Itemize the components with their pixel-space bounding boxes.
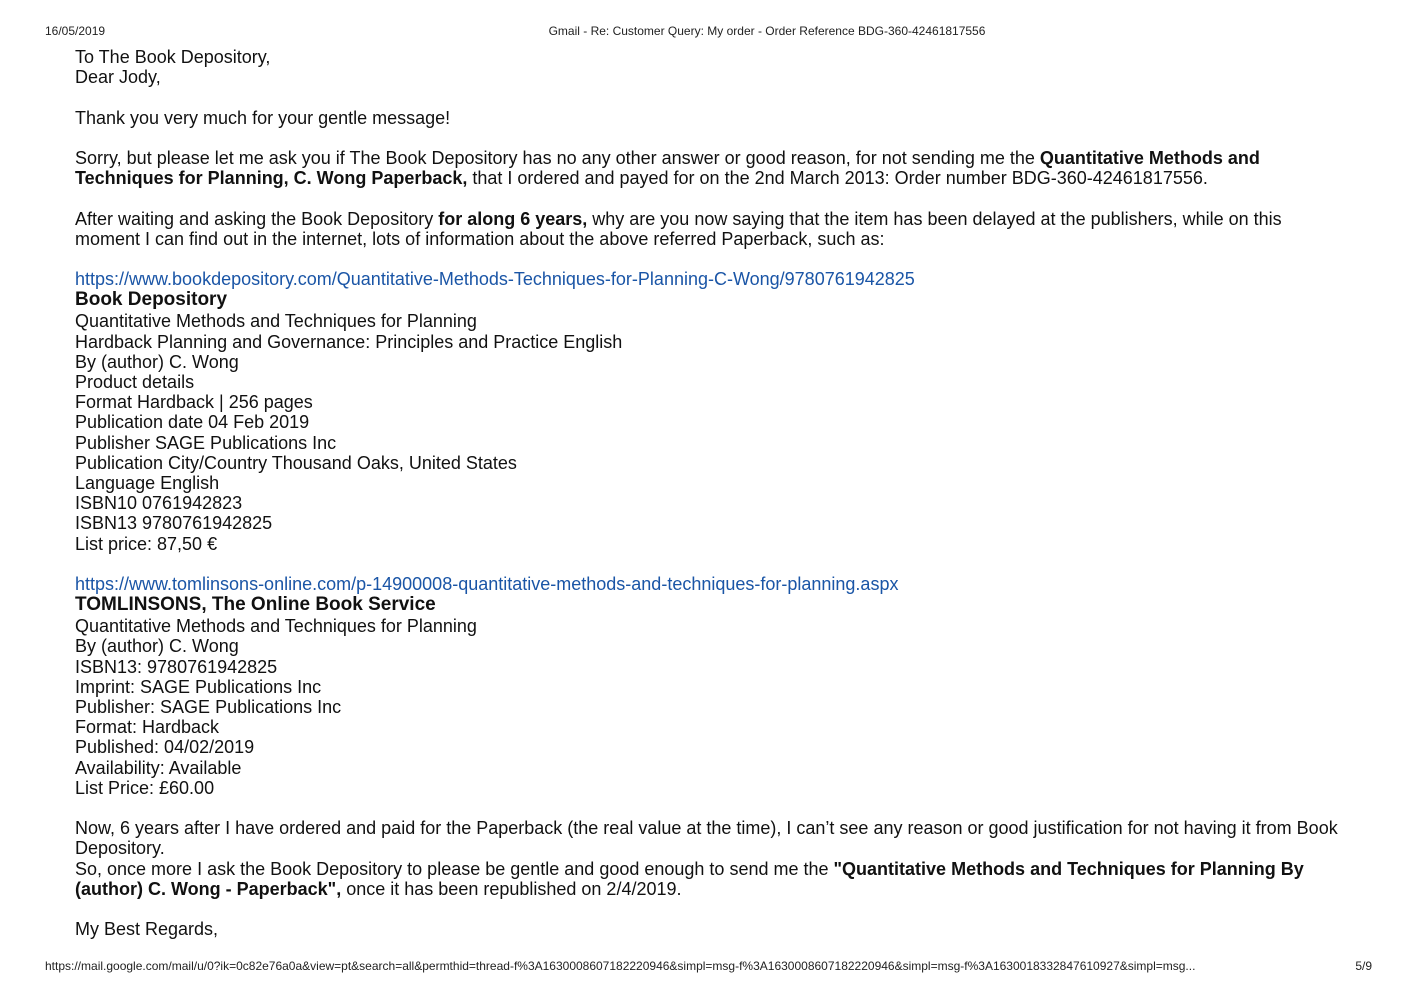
site-name-bookdepository: Book Depository	[75, 289, 228, 311]
paragraph-request: So, once more I ask the Book Depository to please be gentle and good enough to send me the "Quantitative Methods and Techniques for Planning By (author) C. Wong - Paperback", once it has been republished on 2/4/2019.	[75, 858, 1304, 899]
listing-line: Publisher: SAGE Publications Inc	[75, 697, 342, 718]
listing-line: By (author) C. Wong	[75, 351, 239, 372]
listing-line: Format Hardback | 256 pages	[75, 392, 313, 413]
listing-line: List price: 87,50 €	[75, 533, 218, 554]
email-body	[75, 47, 1345, 939]
print-title: Gmail - Re: Customer Query: My order - Order Reference BDG-360-42461817556	[548, 24, 986, 38]
paragraph-waiting: After waiting and asking the Book Depository for along 6 years, why are you now saying that the item has been delayed at the publishers, while on this moment I can find out in the internet, lots of information about the above referred Paperback, such as:	[75, 208, 1282, 249]
listing-line: Availability: Available	[75, 757, 242, 778]
page-number: 5/9	[1355, 959, 1372, 973]
request-title-bold: "Quantitative Methods and Techniques for Planning By (author) C. Wong - Paperback",	[75, 858, 1304, 899]
print-header	[0, 24, 1416, 40]
paragraph-now: Now, 6 years after I have ordered and paid for the Paperback (the real value at the time), I can’t see any reason or good justification for not having it from Book Depository.	[75, 818, 1338, 859]
closing-line: My Best Regards,	[75, 919, 219, 940]
listing-line: Publication City/Country Thousand Oaks, United States	[75, 452, 517, 473]
listing-line: Published: 04/02/2019	[75, 737, 255, 758]
listing-line: ISBN13: 9780761942825	[75, 656, 278, 677]
tomlinsons-link[interactable]: https://www.tomlinsons-online.com/p-14900008-quantitative-methods-and-techniques-for-planning.aspx	[75, 574, 899, 594]
footer-url: https://mail.google.com/mail/u/0?ik=0c82e76a0a&view=pt&search=all&permthid=thread-f%3A1630008607182220946&simpl=msg-f%3A1630008607182220946&simpl=msg-f%3A1630018332847610927&simpl=msg...	[45, 959, 1196, 973]
listing-line: ISBN10 0761942823	[75, 493, 243, 514]
listing-line: Product details	[75, 371, 195, 392]
listing-line: By (author) C. Wong	[75, 636, 239, 657]
listing-tomlinsons	[75, 616, 1345, 798]
to-line: To The Book Depository,	[75, 47, 271, 67]
listing-line: Format: Hardback	[75, 717, 220, 738]
listing-line: List Price: £60.00	[75, 777, 215, 798]
listing-bookdepository	[75, 311, 1345, 553]
print-date: 16/05/2019	[45, 24, 106, 38]
greeting: Dear Jody,	[75, 67, 161, 88]
thanks-line: Thank you very much for your gentle message!	[75, 107, 451, 128]
listing-line: Publisher SAGE Publications Inc	[75, 432, 337, 453]
listing-line: Hardback Planning and Governance: Principles and Practice English	[75, 331, 623, 352]
paragraph-sorry: Sorry, but please let me ask you if The Book Depository has no any other answer or good reason, for not sending me the Quantitative Methods and Techniques for Planning, C. Wong Paperback, that I ordered and payed for on the 2nd March 2013: Order number BDG-360-42461817556.	[75, 147, 1260, 189]
bookdepository-link[interactable]: https://www.bookdepository.com/Quantitative-Methods-Techniques-for-Planning-C-Wong/9780761942825	[75, 269, 915, 290]
print-footer	[0, 959, 1416, 975]
book-title-bold: Quantitative Methods and Techniques for Planning, C. Wong Paperback,	[75, 147, 1260, 189]
listing-line: Language English	[75, 473, 220, 493]
listing-line: ISBN13 9780761942825	[75, 513, 273, 534]
listing-line: Imprint: SAGE Publications Inc	[75, 676, 322, 697]
site-name-tomlinsons: TOMLINSONS, The Online Book Service	[75, 594, 436, 616]
listing-line: Publication date 04 Feb 2019	[75, 412, 310, 433]
listing-line: Quantitative Methods and Techniques for Planning	[75, 616, 477, 637]
six-years-bold: for along 6 years,	[438, 208, 588, 229]
listing-line: Quantitative Methods and Techniques for Planning	[75, 311, 477, 332]
